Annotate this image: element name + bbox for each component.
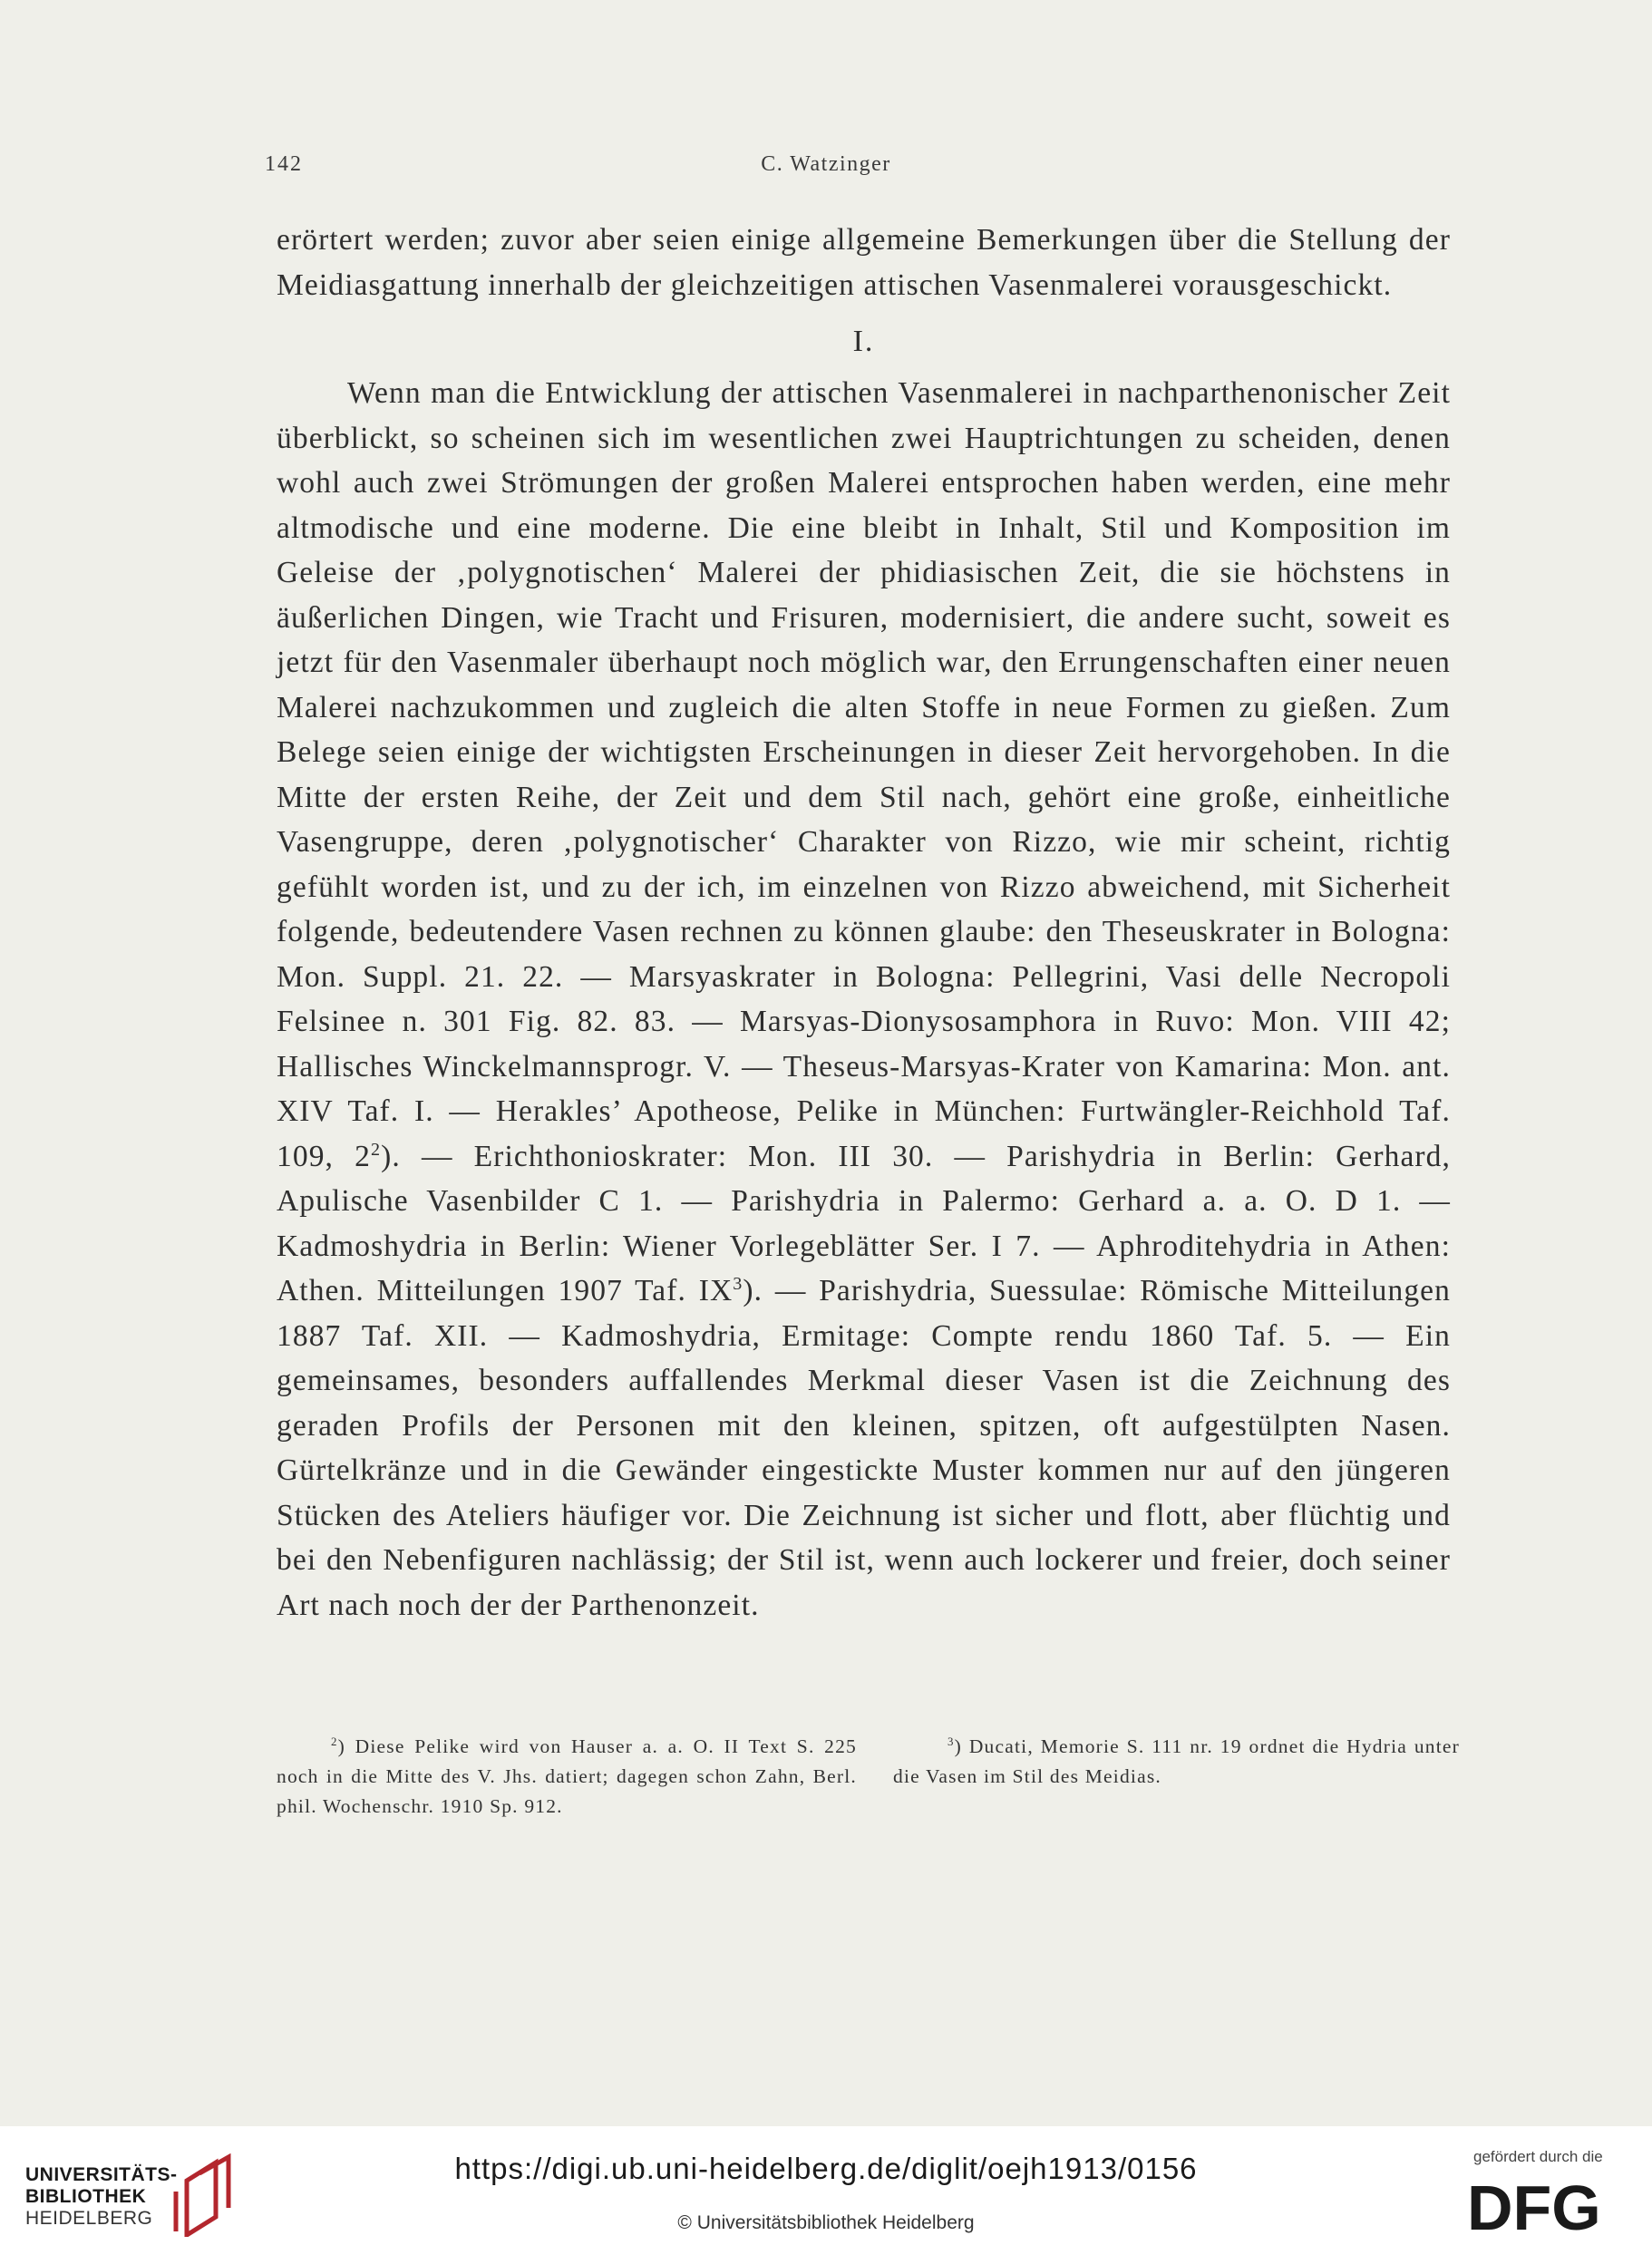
library-name-line3: HEIDELBERG <box>25 2208 153 2229</box>
paragraph-intro: erörtert werden; zuvor aber seien einige allgemeine Bemerkungen über die Stellung der Meidiasgattung innerhalb der gleichzeitigen attischen Vasenmalerei vorausgeschickt. <box>277 223 1451 302</box>
footnote-2-mark: 2 <box>331 1735 338 1748</box>
footnote-ref-3[interactable]: 3 <box>733 1273 743 1294</box>
paragraph-main-part-c: ). — Parishydria, Suessulae: Römische Mitteilungen 1887 Taf. XII. — Kadmoshydria, Ermitage: Compte rendu 1860 Taf. 5. — Ein gemeinsames, besonders auffallendes Merkmal dieser Vasen ist die Zeichnung des geraden Profils der Personen mit den kleinen, spitzen, oft aufgestülpten Nasen. Gürtelkränze und in die Gewänder eingestickte Muster kommen nur auf den jüngeren Stücken des Ateliers häufiger vor. Die Zeichnung ist sicher und flott, aber flüchtig und bei den Nebenfiguren nachlässig; der Stil ist, wenn auch lockerer und freier, doch seiner Art nach noch der der Parthenonzeit. <box>277 1274 1451 1622</box>
footnote-3-mark: 3 <box>947 1735 955 1748</box>
running-title: C. Watzinger <box>761 152 891 176</box>
footnote-3 <box>893 1732 1460 1792</box>
permalink-url[interactable]: https://digi.ub.uni-heidelberg.de/diglit/oejh1913/0156 <box>454 2152 1198 2185</box>
section-number: I. <box>852 325 875 358</box>
footnote-2 <box>277 1732 857 1822</box>
paragraph-main <box>277 371 1451 1628</box>
footnote-3-text: ) Ducati, Memorie S. 111 nr. 19 ordnet die Hydria unter die Vasen im Stil des Meidias. <box>893 1735 1460 1787</box>
footnote-ref-2[interactable]: 2 <box>370 1139 382 1160</box>
paragraph-main-part-a: Wenn man die Entwicklung der attischen Vasenmalerei in nachparthenonischer Zeit überblickt, so scheinen sich im wesentlichen zwei Hauptrichtungen zu scheiden, denen wohl auch zwei Strömungen der großen Malerei entsprochen haben werden, eine mehr altmodische und eine moderne. Die eine bleibt in Inhalt, Stil und Komposition im Geleise der ‚polygnotischen‘ Malerei der phidiasischen Zeit, die sie höchstens in äußerlichen Dingen, wie Tracht und Frisuren, modernisiert, die andere sucht, soweit es jetzt für den Vasenmaler überhaupt noch möglich war, den Errungenschaften einer neuen Malerei nachzukommen und zugleich die alten Stoffe in neue Formen zu gießen. Zum Belege seien einige der wichtigsten Erscheinungen in dieser Zeit hervorgehoben. In die Mitte der ersten Reihe, der Zeit und dem Stil nach, gehört eine große, einheitliche Vasengruppe, deren ‚polygnotischer‘ Charakter von Rizzo, wie mir scheint, richtig gefühlt worden ist, und zu der ich, im einzelnen von Rizzo abweichend, mit Sicherheit folgende, bedeutendere Vasen rechnen zu können glaube: den Theseuskrater in Bologna: Mon. Suppl. 21. 22. — Marsyaskrater in Bologna: Pellegrini, Vasi delle Necropoli Felsinee n. 301 Fig. 82. 83. — Marsyas-Dionysosamphora in Ruvo: Mon. VIII 42; Hallisches Winckelmannsprogr. V. — Theseus-Marsyas-Krater von Kamarina: Mon. ant. XIV Taf. I. — Herakles’ Apotheose, Pelike in München: Furtwängler-Reichhold Taf. 109, 2 <box>277 376 1451 1173</box>
dfg-logo[interactable] <box>1467 2175 1630 2239</box>
funding-caption: gefördert durch die <box>1473 2148 1603 2165</box>
page-number: 142 <box>265 152 303 176</box>
running-head <box>0 152 1652 189</box>
body-text <box>277 218 1451 1628</box>
library-name-line2: BIBLIOTHEK <box>25 2186 147 2207</box>
dfg-logo-text: DFG <box>1467 2175 1601 2239</box>
library-name-line1: UNIVERSITÄTS- <box>25 2164 178 2185</box>
footnote-2-text: ) Diese Pelike wird von Hauser a. a. O. II Text S. 225 noch in die Mitte des V. Jhs. datiert; dagegen schon Zahn, Berl. phil. Wochenschr. 1910 Sp. 912. <box>277 1735 857 1817</box>
copyright-notice: © Universitätsbibliothek Heidelberg <box>677 2212 975 2233</box>
paragraph-main-part-b: ). — Erichthonioskrater: Mon. III 30. — Parishydria in Berlin: Gerhard, Apulische Vasenbilder C 1. — Parishydria in Palermo: Gerhard a. a. O. D 1. — Kadmoshydria in Berlin: Wiener Vorlegeblätter Ser. I 7. — Aphroditehydria in Athen: Athen. Mitteilungen 1907 Taf. IX <box>277 1139 1451 1307</box>
viewer-footer <box>0 2126 1652 2255</box>
